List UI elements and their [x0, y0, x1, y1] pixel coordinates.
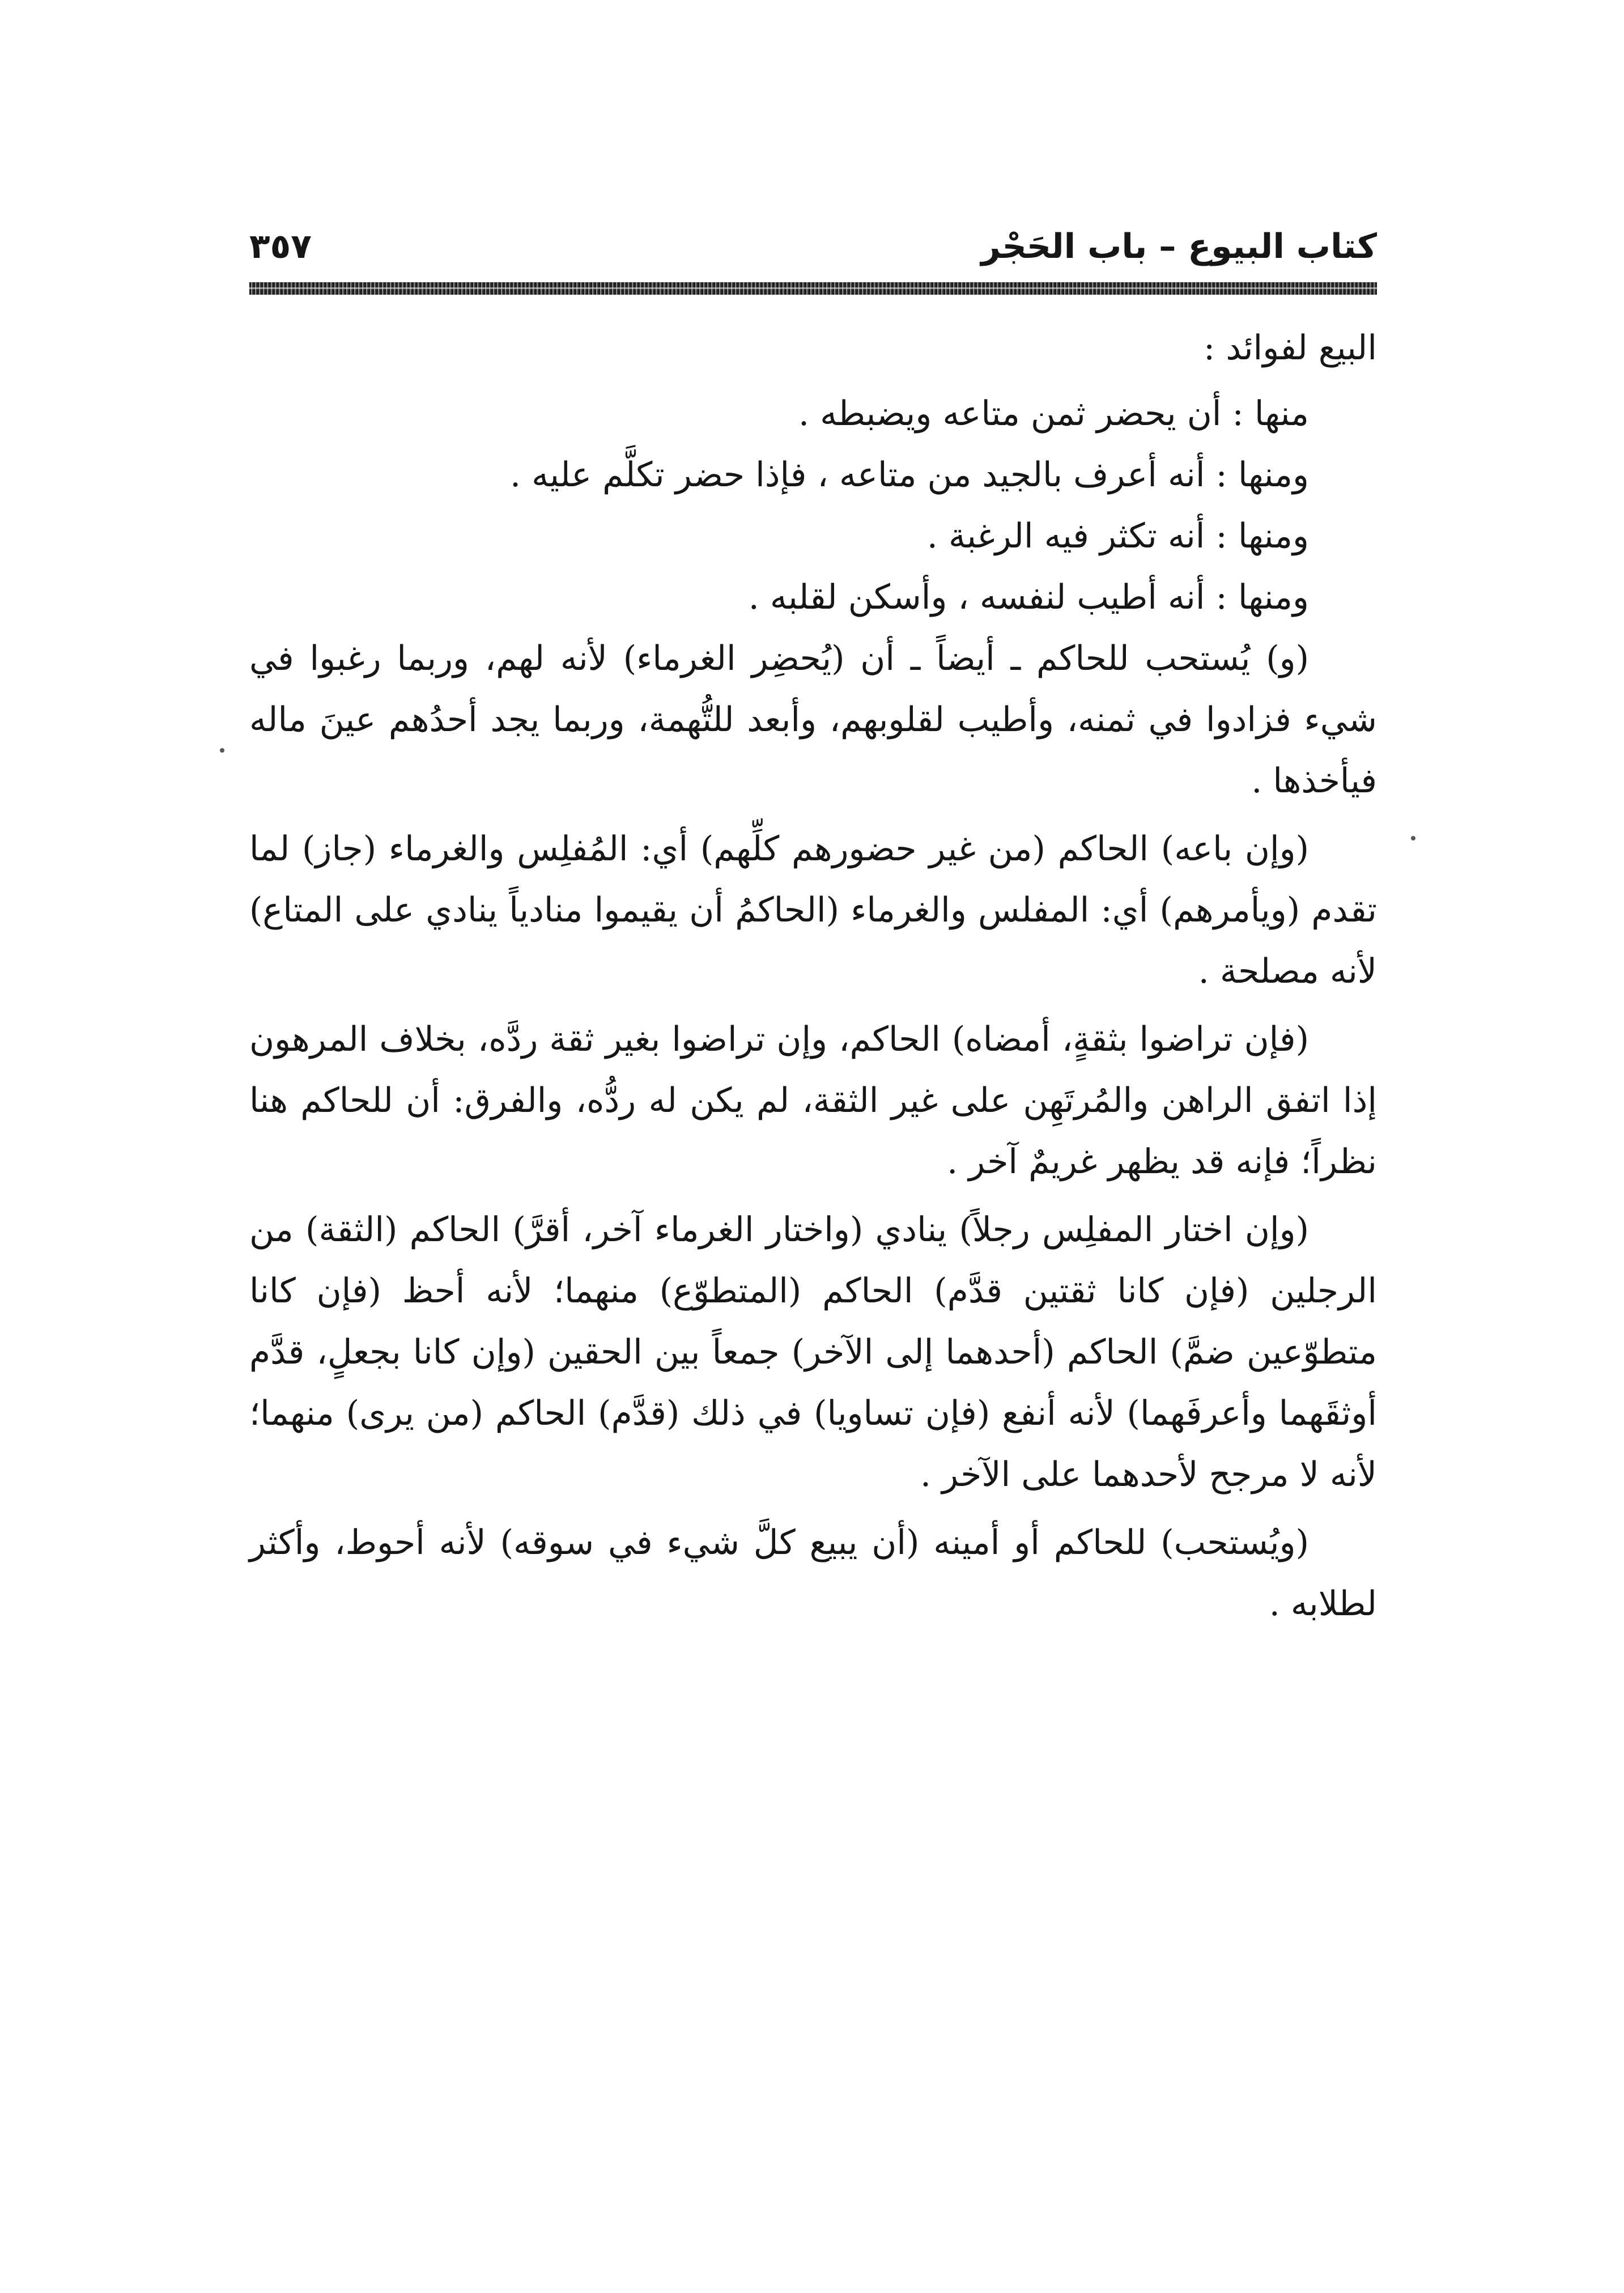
benefit-item-3: ومنها : أنه تكثر فيه الرغبة .: [926, 516, 1309, 556]
benefit-item-4: ومنها : أنه أطيب لنفسه ، وأسكن لقلبه .: [748, 578, 1309, 617]
benefit-item-1: منها : أن يحضر ثمن متاعه ويضبطه .: [798, 394, 1309, 434]
scan-speck: [1411, 836, 1415, 840]
page-number: ٣٥٧: [249, 227, 312, 266]
scan-speck: [220, 748, 224, 753]
paragraph-choosing-crier: (وإن اختار المفلِس رجلاً) ينادي (واختار الغرماء آخر، أقرَّ) الحاكم (الثقة) من الرجلين (فإن كانا ثقتين قدَّم) الحاكم (المتطوّع) منهما؛ لأنه أحظ (فإن كانا متطوّعين ضمَّ) الحاكم (أحدهما إلى الآخر) جمعاً بين الحقين (وإن كانا بجعلٍ، قدَّم أوثقَهما وأعرفَهما) لأنه أنفع (فإن تساويا) في ذلك (قدَّم) الحاكم (من يرى) منهما؛ لأنه لا مرجح لأحدهما على الآخر .: [249, 1210, 1377, 1494]
header-rule: [249, 282, 1377, 295]
running-head: [249, 218, 1377, 275]
body-text: [249, 317, 1377, 2063]
paragraph-selling-in-market: (ويُستحب) للحاكم أو أمينه (أن يبيع كلَّ شيء في سوقه) لأنه أحوط، وأكثر لطلابه .: [249, 1523, 1377, 1624]
paragraph-sale-without-presence: (وإن باعه) الحاكم (من غير حضورهم كلِّهم) أي: المُفلِس والغرماء (جاز) لما تقدم (ويأمرهم) أي: المفلس والغرماء (الحاكمُ أن يقيموا منادياً ينادي على المتاع) لأنه مصلحة .: [249, 829, 1377, 991]
paragraph-trusted-crier: (فإن تراضوا بثقةٍ، أمضاه) الحاكم، وإن تراضوا بغير ثقة ردَّه، بخلاف المرهون إذا اتفق الراهن والمُرتَهِن على غير الثقة، لم يكن له ردُّه، والفرق: أن للحاكم هنا نظراً؛ فإنه قد يظهر غريمٌ آخر .: [249, 1020, 1377, 1182]
benefit-item-2: ومنها : أنه أعرف بالجيد من متاعه ، فإذا حضر تكلَّم عليه .: [509, 455, 1309, 495]
paragraph-intro: البيع لفوائد :: [1204, 328, 1377, 368]
book-title: كتاب البيوع – باب الحَجْر: [981, 227, 1377, 266]
paragraph-creditors-presence: (و) يُستحب للحاكم ـ أيضاً ـ أن (يُحضِر الغرماء) لأنه لهم، وربما رغبوا في شيء فزادوا في ثمنه، وأطيب لقلوبهم، وأبعد للتُّهمة، وربما يجد أحدُهم عينَ ماله فيأخذها .: [249, 639, 1377, 801]
